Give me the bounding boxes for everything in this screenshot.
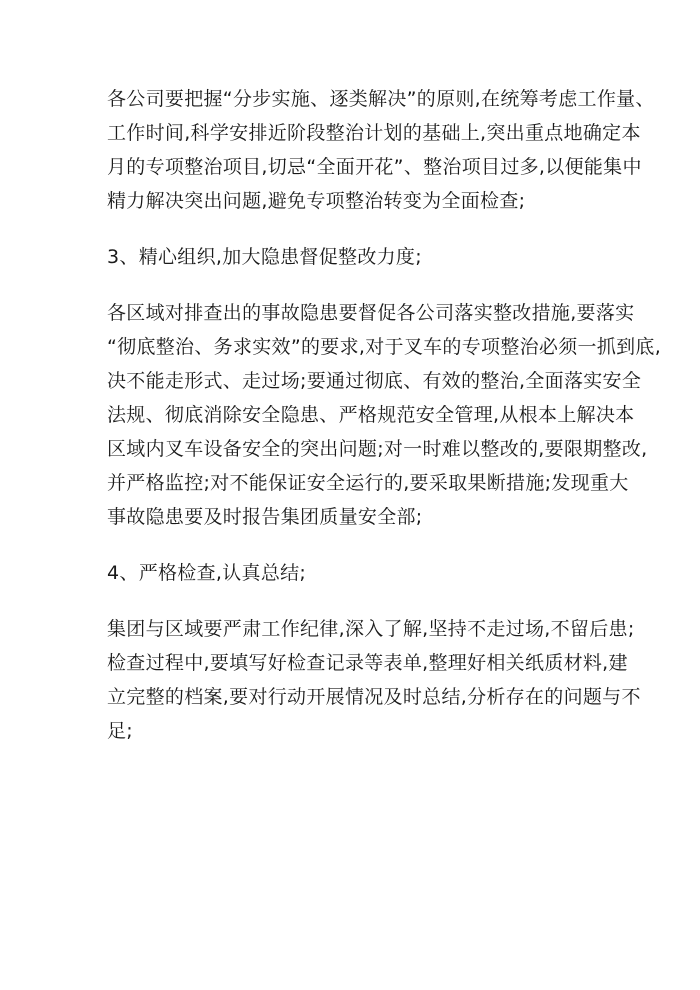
text-line: 立完整的档案,要对行动开展情况及时总结,分析存在的问题与不 [107, 686, 641, 708]
paragraph-inspection [107, 612, 700, 748]
text-line: 月的专项整治项目,切忌“全面开花”、整治项目过多,以便能集中 [107, 156, 642, 178]
text-line: 检查过程中,要填写好检查记录等表单,整理好相关纸质材料,建 [107, 652, 628, 674]
section-heading: 3、精心组织,加大隐患督促整改力度; [107, 246, 422, 268]
text-line: 决不能走形式、走过场;要通过彻底、有效的整治,全面落实安全 [107, 370, 642, 392]
text-line: 各区域对排查出的事故隐患要督促各公司落实整改措施,要落实 [107, 302, 635, 324]
text-line: 集团与区域要严肃工作纪律,深入了解,坚持不走过场,不留后患; [107, 618, 635, 640]
heading-section-4 [107, 556, 700, 590]
text-line: 并严格监控;对不能保证安全运行的,要采取果断措施;发现重大 [107, 472, 629, 494]
text-line: “彻底整治、务求实效”的要求,对于叉车的专项整治必须一抓到底, [107, 336, 662, 358]
text-line: 区域内叉车设备安全的突出问题;对一时难以整改的,要限期整改, [107, 438, 648, 460]
text-line: 各公司要把握“分步实施、逐类解决”的原则,在统筹考虑工作量、 [107, 88, 655, 110]
text-line: 事故隐患要及时报告集团质量安全部; [107, 506, 423, 528]
text-line: 足; [107, 720, 134, 742]
text-line: 工作时间,科学安排近阶段整治计划的基础上,突出重点地确定本 [107, 122, 641, 144]
section-heading: 4、严格检查,认真总结; [107, 562, 307, 584]
paragraph-principle [107, 82, 700, 218]
text-line: 法规、彻底消除安全隐患、严格规范安全管理,从根本上解决本 [107, 404, 635, 426]
paragraph-rectification [107, 296, 700, 534]
text-line: 精力解决突出问题,避免专项整治转变为全面检查; [107, 190, 526, 212]
heading-section-3 [107, 240, 700, 274]
